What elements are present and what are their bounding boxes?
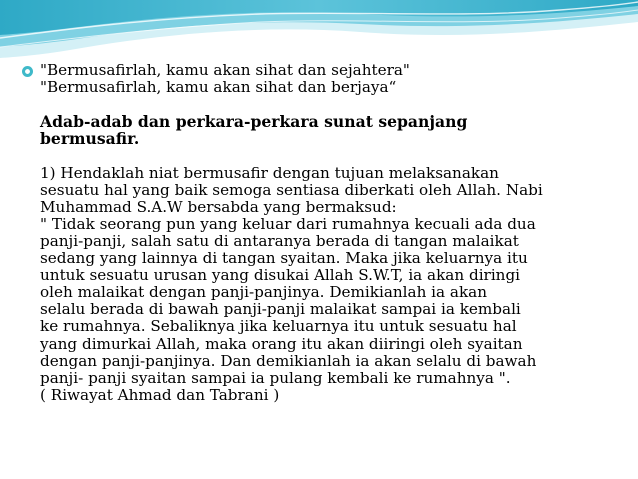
text-line: panji- panji syaitan sampai ia pulang kembali ke rumahnya ". — [40, 368, 511, 387]
text-line: panji-panji, salah satu di antaranya berada di tangan malaikat — [40, 231, 519, 250]
text-line: ke rumahnya. Sebaliknya jika keluarnya itu untuk sesuatu hal — [40, 317, 517, 336]
text-line: sedang yang lainnya di tangan syaitan. Maka jika keluarnya itu — [40, 249, 528, 268]
text-line: "Bermusafirlah, kamu akan sihat dan berjaya“ — [40, 78, 397, 97]
text-line — [40, 147, 630, 164]
slide-content — [20, 62, 630, 404]
text-line: ( Riwayat Ahmad dan Tabrani ) — [40, 385, 280, 404]
text-line: " Tidak seorang pun yang keluar dari rumahnya kecuali ada dua — [40, 214, 536, 233]
text-line: oleh malaikat dengan panji-panjinya. Demikianlah ia akan — [40, 283, 488, 302]
text-line: 1) Hendaklah niat bermusafir dengan tujuan melaksanakan — [40, 163, 499, 182]
section-heading-line: bermusafir. — [40, 129, 140, 149]
text-line: sesuatu hal yang baik semoga sentiasa diberkati oleh Allah. Nabi — [40, 180, 543, 199]
text-line: yang dimurkai Allah, maka orang itu akan diiringi oleh syaitan — [40, 334, 523, 353]
ring-bullet-icon — [22, 66, 33, 77]
header-wave-decoration — [0, 0, 638, 60]
section-heading-line: Adab-adab dan perkara-perkara sunat sepanjang — [40, 112, 468, 132]
text-line: untuk sesuatu urusan yang disukai Allah S.W.T, ia akan diringi — [40, 266, 521, 285]
text-line: Muhammad S.A.W bersabda yang bermaksud: — [40, 197, 397, 216]
text-line — [40, 96, 630, 113]
text-line: selalu berada di bawah panji-panji malaikat sampai ia kembali — [40, 300, 521, 319]
bullet-item — [20, 62, 630, 404]
text-line: dengan panji-panjinya. Dan demikianlah ia akan selalu di bawah — [40, 351, 537, 370]
text-line: "Bermusafirlah, kamu akan sihat dan sejahtera" — [40, 61, 410, 79]
